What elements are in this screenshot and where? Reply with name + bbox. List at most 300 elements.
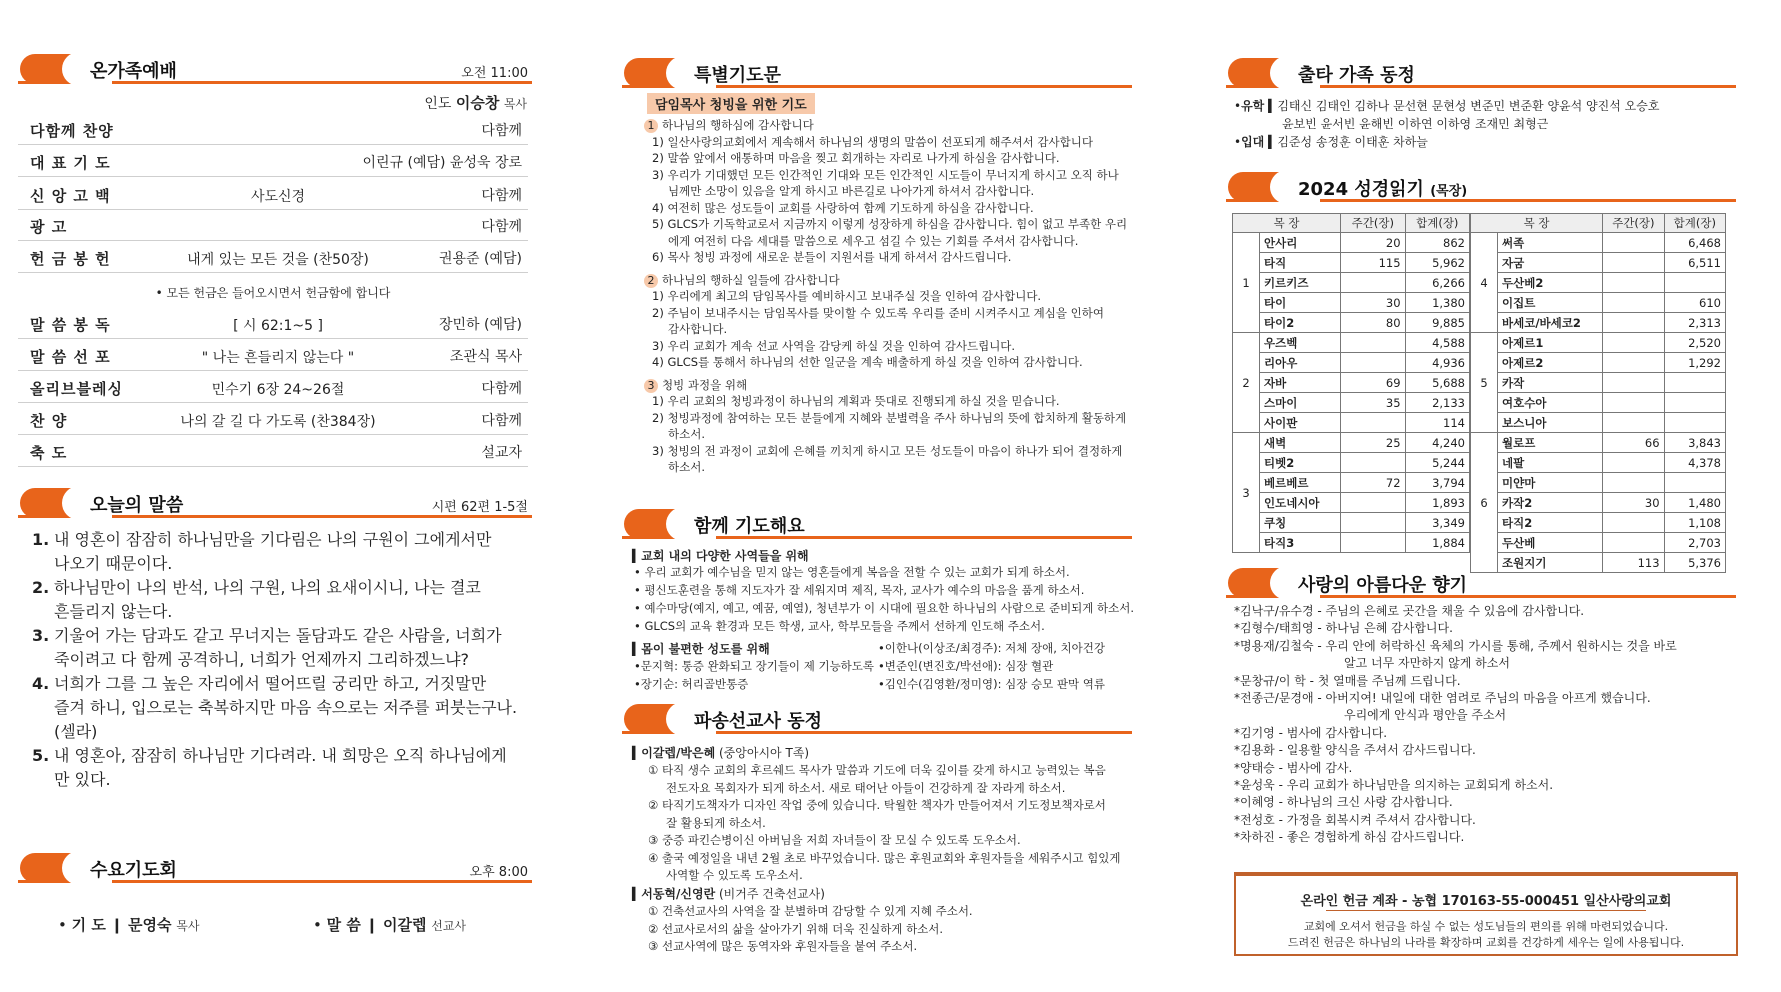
mission-line: 잘 활용되게 하소서. bbox=[666, 815, 766, 830]
cell-total: 3,843 bbox=[1664, 433, 1725, 453]
cell-total: 1,108 bbox=[1664, 513, 1725, 533]
table-row bbox=[1233, 333, 1470, 353]
family-army: •입대 ▍김준성 송정훈 이태훈 차하늘 bbox=[1234, 135, 1428, 149]
cell-total: 114 bbox=[1405, 413, 1469, 433]
verse-item bbox=[32, 576, 534, 624]
cell-week: 30 bbox=[1603, 493, 1664, 513]
prayer-line: 3) 우리가 기대했던 모든 인간적인 기대와 모든 인간적인 시도들이 무너지게 하시고 오직 하나 bbox=[652, 167, 1119, 182]
cell-total: 6,266 bbox=[1405, 273, 1469, 293]
table-header: 목 장 bbox=[1233, 214, 1341, 233]
love-header bbox=[1226, 566, 1736, 600]
prayer-line: 2) 청빙과정에 참여하는 모든 분들에게 지혜와 분별력을 주사 하나님의 뜻에 합치하게 활동하게 bbox=[652, 410, 1127, 425]
cell-name: 이집트 bbox=[1498, 293, 1603, 313]
cell-name: 바세코/바세코2 bbox=[1498, 313, 1603, 333]
worship-row-content: 내게 있는 모든 것을 (찬50장) bbox=[187, 252, 369, 268]
cell-total: 4,378 bbox=[1664, 453, 1725, 473]
together-item: • GLCS의 교육 환경과 모든 학생, 교사, 학부모들을 주께서 선하게 인도해 주소서. bbox=[634, 619, 1045, 633]
cell-week: 113 bbox=[1603, 553, 1664, 573]
love-line: *윤성욱 - 우리 교회가 하나님만을 의지하는 교회되게 하소서. bbox=[1234, 778, 1554, 792]
worship-row-label: 신 앙 고 백 bbox=[30, 187, 111, 205]
prayer-line: 1) 우리 교회의 청빙과정이 하나님의 계획과 뜻대로 진행되게 하실 것을 믿습니다. bbox=[652, 394, 1060, 408]
cell-name: 여호수아 bbox=[1498, 393, 1603, 413]
worship-row-label: 헌 금 봉 헌 bbox=[30, 250, 111, 268]
cell-name: 보스니아 bbox=[1498, 413, 1603, 433]
sick-item: •장기순: 허리골반통증 bbox=[634, 677, 749, 691]
cell-total: 1,893 bbox=[1405, 493, 1469, 513]
worship-row-person: 권용준 (예담) bbox=[439, 251, 522, 267]
cell-name: 자굼 bbox=[1498, 253, 1603, 273]
worship-row-person: 설교자 bbox=[481, 445, 522, 461]
cell-name: 인도네시아 bbox=[1260, 493, 1341, 513]
cell-week: 72 bbox=[1341, 473, 1405, 493]
group-number: 2 bbox=[1233, 333, 1260, 433]
love-line: *김기영 - 범사에 감사합니다. bbox=[1234, 725, 1388, 740]
cell-name: 네팔 bbox=[1498, 453, 1603, 473]
table-row bbox=[1471, 313, 1726, 333]
verse-line: 기울어 가는 담과도 같고 무너지는 돌담과도 같은 사람을, 너희가 bbox=[54, 626, 502, 645]
verse-line: 너희가 그를 그 높은 자리에서 떨어뜨릴 궁리만 하고, 거짓말만 bbox=[54, 674, 487, 693]
worship-row-person: 다함께 bbox=[481, 381, 522, 397]
family-study-2: 윤보빈 윤서빈 윤해빈 이하연 이하영 조재민 최형근 bbox=[1282, 117, 1549, 131]
sick-item: •이한나(이상조/최경주): 저체 장애, 치아건강 bbox=[878, 641, 1105, 655]
table-header: 목 장 bbox=[1471, 214, 1603, 233]
together-header bbox=[622, 507, 1132, 541]
mission-line: ① 건축선교사의 사역을 잘 분별하며 감당할 수 있게 지혜 주소서. bbox=[648, 904, 973, 918]
worship-row-label: 찬 양 bbox=[30, 412, 68, 430]
cell-week bbox=[1603, 393, 1664, 413]
cell-week: 35 bbox=[1341, 393, 1405, 413]
mission-line: ① 타직 생수 교회의 후르쉐드 목사가 말씀과 기도에 더욱 깊이를 갖게 하시고 능력있는 복음 bbox=[648, 763, 1106, 777]
worship-row-label: 다함께 찬양 bbox=[30, 122, 114, 140]
wed-prayer: • 기 도 ❙ 문영숙 목사 bbox=[58, 916, 200, 934]
mission-line: ② 타직기도책자가 디자인 작업 중에 있습니다. 탁월한 책자가 만들어져서 기도정보책자로서 bbox=[648, 798, 1106, 812]
love-line: *전성호 - 가정을 회복시켜 주셔서 감사합니다. bbox=[1234, 812, 1476, 827]
table-row bbox=[1471, 433, 1726, 453]
cell-total: 5,376 bbox=[1664, 553, 1725, 573]
verse-number: 2. bbox=[32, 578, 50, 597]
special-subtitle: 담임목사 청빙을 위한 기도 bbox=[647, 93, 815, 114]
cell-name: 조원지기 bbox=[1498, 553, 1603, 573]
love-line: *김용화 - 일용할 양식을 주셔서 감사드립니다. bbox=[1234, 743, 1476, 758]
missionary-1: ▍이갈렙/박은혜 (중앙아시아 T족) bbox=[632, 746, 810, 760]
special-title: 특별기도문 bbox=[694, 65, 781, 86]
verse-line: 하나님만이 나의 반석, 나의 구원, 나의 요새이시니, 나는 결코 bbox=[54, 578, 481, 597]
bible-table-right bbox=[1470, 213, 1726, 573]
table-header: 주간(장) bbox=[1603, 214, 1664, 233]
verse-item bbox=[32, 672, 534, 744]
cell-name: 써족 bbox=[1498, 233, 1603, 253]
prayer-line: 6) 목사 청빙 과정에 새로운 분들이 지원서를 내게 하셔서 감사드립니다. bbox=[652, 250, 1012, 264]
table-row bbox=[1471, 333, 1726, 353]
mission-line: ③ 선교사역에 많은 동역자와 후원자들을 붙여 주소서. bbox=[648, 939, 918, 953]
worship-row-person: 다함께 bbox=[481, 188, 522, 204]
cell-total bbox=[1664, 373, 1725, 393]
worship-row-person: 조관식 목사 bbox=[449, 349, 522, 365]
worship-time: 오전 11:00 bbox=[461, 66, 528, 81]
special-header bbox=[622, 56, 1132, 90]
worship-row-content: 민수기 6장 24~26절 bbox=[211, 382, 345, 398]
cell-name: 아제르2 bbox=[1498, 353, 1603, 373]
cell-total: 6,468 bbox=[1664, 233, 1725, 253]
cell-week bbox=[1603, 233, 1664, 253]
today-title: 오늘의 말씀 bbox=[90, 495, 184, 516]
prayer-line: 감사합니다. bbox=[668, 322, 728, 336]
online-offering-box bbox=[1234, 872, 1738, 956]
prayer-number: 3 bbox=[644, 379, 658, 393]
mission-line: 사역할 수 있도록 도우소서. bbox=[666, 868, 803, 882]
today-header bbox=[18, 486, 532, 520]
cell-week bbox=[1341, 493, 1405, 513]
worship-row-content: [ 시 62:1~5 ] bbox=[233, 318, 323, 334]
cell-name: 타직 bbox=[1260, 253, 1341, 273]
group-number: 5 bbox=[1471, 333, 1498, 433]
love-line: *전종근/문경애 - 아버지여! 내일에 대한 염려로 주님의 마음을 아프게 했습니다. bbox=[1234, 691, 1651, 705]
love-line: *김형수/태희영 - 하나님 은혜 감사합니다. bbox=[1234, 621, 1453, 636]
group-number: 4 bbox=[1471, 233, 1498, 333]
prayer-line: 1) 우리에게 최고의 담임목사를 예비하시고 보내주실 것을 인하여 감사합니다. bbox=[652, 289, 1042, 303]
cell-name: 자바 bbox=[1260, 373, 1341, 393]
verse-line: 내 영혼아, 잠잠히 하나님만 기다려라. 내 희망은 오직 하나님에게 bbox=[54, 746, 507, 765]
table-row bbox=[1471, 473, 1726, 493]
worship-row bbox=[18, 370, 528, 403]
cell-name: 카작 bbox=[1498, 373, 1603, 393]
verse-item bbox=[32, 528, 534, 576]
worship-row-label: 말 씀 봉 독 bbox=[30, 316, 111, 334]
missionary-2: ▍서동혁/신영란 (비거주 건축선교사) bbox=[632, 887, 825, 901]
table-header: 합계(장) bbox=[1405, 214, 1469, 233]
table-row bbox=[1471, 533, 1726, 553]
mission-line: ④ 출국 예정일을 내년 2월 초로 바꾸었습니다. 많은 후원교회와 후원자들을 세워주시고 힘있게 bbox=[648, 850, 1121, 865]
love-line: *명용재/김철숙 - 우리 안에 허락하신 육체의 가시를 통해, 주께서 원하시는 것을 바로 bbox=[1234, 638, 1677, 653]
worship-row-label: 대 표 기 도 bbox=[30, 154, 111, 172]
cell-name: 카작2 bbox=[1498, 493, 1603, 513]
cell-name: 두산베 bbox=[1498, 533, 1603, 553]
today-ref: 시편 62편 1-5절 bbox=[431, 500, 528, 515]
cell-name: 리아우 bbox=[1260, 353, 1341, 373]
cell-name: 우즈벡 bbox=[1260, 333, 1341, 353]
sick-item: •문지혁: 통증 완화되고 장기들이 제 기능하도록 bbox=[634, 659, 875, 673]
table-header-row bbox=[1471, 214, 1726, 233]
cell-name: 쿠칭 bbox=[1260, 513, 1341, 533]
online-line1: 교회에 오셔서 헌금을 하실 수 없는 성도님들의 편의를 위해 마련되었습니다. bbox=[1303, 920, 1669, 933]
table-row bbox=[1471, 253, 1726, 273]
cell-total bbox=[1664, 273, 1725, 293]
worship-row-content: 사도신경 bbox=[250, 189, 306, 205]
prayer-line: 님께만 소망이 있음을 알게 하시고 바른길로 나아가게 하셔서 감사합니다. bbox=[668, 184, 1035, 198]
offering-note: • 모든 헌금은 들어오시면서 헌금함에 합니다 bbox=[155, 286, 391, 300]
cell-name: 미얀마 bbox=[1498, 473, 1603, 493]
cell-week: 115 bbox=[1341, 253, 1405, 273]
cell-week bbox=[1341, 413, 1405, 433]
cell-total: 3,349 bbox=[1405, 513, 1469, 533]
online-divider bbox=[1326, 910, 1646, 911]
cell-total: 862 bbox=[1405, 233, 1469, 253]
cell-total: 1,292 bbox=[1664, 353, 1725, 373]
verse-number: 4. bbox=[32, 674, 50, 693]
together-item: • 평신도훈련을 통해 지도자가 잘 세워지며 제직, 목자, 교사가 예수의 마음을 품게 하소서. bbox=[634, 583, 1085, 597]
worship-row-person: 다함께 bbox=[481, 219, 522, 235]
table-row bbox=[1471, 413, 1726, 433]
wed-header bbox=[18, 851, 532, 885]
prayer-line: 에게 여전히 다음 세대를 말씀으로 세우고 섬길 수 있는 기회를 주셔서 감사합니다. bbox=[668, 233, 1079, 248]
worship-header bbox=[18, 52, 532, 86]
worship-row bbox=[18, 112, 528, 145]
cell-name: 타직2 bbox=[1498, 513, 1603, 533]
verse-item bbox=[32, 624, 534, 672]
wed-time: 오후 8:00 bbox=[469, 865, 528, 880]
bible-title: 2024 성경읽기 (목장) bbox=[1298, 179, 1468, 200]
worship-row bbox=[18, 177, 528, 210]
worship-row-content: " 나는 흔들리지 않는다 " bbox=[201, 350, 355, 366]
group-number: 3 bbox=[1233, 433, 1260, 553]
cell-week bbox=[1603, 413, 1664, 433]
table-row bbox=[1233, 313, 1470, 333]
prayer-line: 2) 말씀 앞에서 애통하며 마음을 찢고 회개하는 자리로 나가게 하심을 감사합니다. bbox=[652, 151, 1060, 165]
love-line: *이혜영 - 하나님의 크신 사랑 감사합니다. bbox=[1234, 795, 1453, 810]
table-row bbox=[1233, 353, 1470, 373]
sick-item: •변준인(변진호/박선애): 심장 혈관 bbox=[878, 659, 1054, 673]
wed-word: • 말 씀 ❙ 이갈렙 선교사 bbox=[313, 916, 467, 934]
verse-line: 즐겨 하니, 입으로는 축복하지만 마음 속으로는 저주를 퍼붓는구나. bbox=[54, 698, 518, 717]
cell-total: 5,962 bbox=[1405, 253, 1469, 273]
prayer-heading bbox=[644, 272, 840, 289]
cell-name: 타이2 bbox=[1260, 313, 1341, 333]
prayer-line: 하소서. bbox=[668, 460, 705, 474]
table-row bbox=[1471, 273, 1726, 293]
table-row bbox=[1233, 293, 1470, 313]
verse-line: 나오기 때문이다. bbox=[54, 554, 173, 573]
prayer-line: 2) 주님이 보내주시는 담임목사를 맞이할 수 있도록 우리를 준비 시켜주시고 계심을 인하여 bbox=[652, 305, 1104, 320]
cell-name: 스마이 bbox=[1260, 393, 1341, 413]
mission-line: ③ 중증 파킨슨병이신 아버님을 저희 자녀들이 잘 모실 수 있도록 도우소서. bbox=[648, 833, 1021, 847]
table-row bbox=[1233, 433, 1470, 453]
love-line: 우리에게 안식과 평안을 주소서 bbox=[1344, 708, 1507, 723]
together-item: • 예수마당(예지, 예고, 예꿈, 예열), 청년부가 이 시대에 필요한 하나님의 사람으로 준비되게 하소서. bbox=[634, 601, 1135, 615]
prayer-line: 4) GLCS를 통해서 하나님의 선한 일군을 계속 배출하게 하실 것을 인하여 감사합니다. bbox=[652, 355, 1083, 369]
cell-total: 5,688 bbox=[1405, 373, 1469, 393]
worship-row bbox=[18, 306, 528, 339]
verse-number: 1. bbox=[32, 530, 50, 549]
cell-week bbox=[1603, 533, 1664, 553]
online-line2: 드려진 헌금은 하나님의 나라를 확장하며 교회를 건강하게 세우는 일에 사용됩니다. bbox=[1287, 936, 1685, 949]
cell-name: 아제르1 bbox=[1498, 333, 1603, 353]
love-line: *양태승 - 범사에 감사. bbox=[1234, 760, 1353, 775]
cell-week bbox=[1341, 533, 1405, 553]
sick-item: •김인수(김영환/정미영): 심장 승모 판막 역류 bbox=[878, 677, 1105, 691]
bible-header bbox=[1226, 170, 1736, 204]
cell-total: 2,520 bbox=[1664, 333, 1725, 353]
worship-row bbox=[18, 338, 528, 371]
prayer-line: 3) 우리 교회가 계속 선교 사역을 감당케 하실 것을 인하여 감사드립니다. bbox=[652, 338, 1016, 353]
cell-total bbox=[1664, 473, 1725, 493]
table-row bbox=[1471, 233, 1726, 253]
worship-row bbox=[18, 144, 528, 177]
love-line: *차하진 - 좋은 경험하게 하심 감사드립니다. bbox=[1234, 830, 1465, 845]
bullet-icon: • bbox=[313, 916, 322, 934]
cell-week bbox=[1341, 273, 1405, 293]
cell-total: 1,480 bbox=[1664, 493, 1725, 513]
cell-week: 66 bbox=[1603, 433, 1664, 453]
cell-total bbox=[1664, 393, 1725, 413]
table-row bbox=[1233, 233, 1470, 253]
cell-name: 두산베2 bbox=[1498, 273, 1603, 293]
prayer-line: 하소서. bbox=[668, 427, 705, 441]
cell-total bbox=[1664, 413, 1725, 433]
verse-line: (셀라) bbox=[54, 722, 98, 741]
verse-line: 흔들리지 않는다. bbox=[54, 602, 173, 621]
worship-row bbox=[18, 402, 528, 435]
cell-total: 4,936 bbox=[1405, 353, 1469, 373]
prayer-heading bbox=[644, 117, 814, 134]
cell-name: 사이판 bbox=[1260, 413, 1341, 433]
worship-row-person: 다함께 bbox=[481, 123, 522, 139]
mission-header bbox=[622, 702, 1132, 736]
bullet-icon: • bbox=[58, 916, 67, 934]
family-study: •유학 ▍김태신 김태인 김하나 문선현 문현성 변준민 변준환 양윤석 양진석 오승호 bbox=[1234, 99, 1660, 113]
mission-title: 파송선교사 동정 bbox=[694, 711, 822, 732]
table-header-row bbox=[1233, 214, 1470, 233]
love-line: *김낙구/유수경 - 주님의 은혜로 곳간을 채울 수 있음에 감사합니다. bbox=[1234, 604, 1585, 618]
cell-total: 5,244 bbox=[1405, 453, 1469, 473]
cell-week bbox=[1603, 293, 1664, 313]
verse-number: 5. bbox=[32, 746, 50, 765]
cell-total: 610 bbox=[1664, 293, 1725, 313]
together-title: 함께 기도해요 bbox=[694, 516, 805, 537]
online-title: 온라인 헌금 계좌 - 농협 170163-55-000451 일산사랑의교회 bbox=[1300, 894, 1672, 909]
cell-total: 3,794 bbox=[1405, 473, 1469, 493]
cell-week bbox=[1603, 313, 1664, 333]
table-row bbox=[1233, 413, 1470, 433]
table-row bbox=[1471, 513, 1726, 533]
table-row bbox=[1233, 473, 1470, 493]
table-row bbox=[1471, 393, 1726, 413]
worship-row bbox=[18, 240, 528, 273]
group-number: 1 bbox=[1233, 233, 1260, 333]
cell-name: 키르키즈 bbox=[1260, 273, 1341, 293]
cell-total: 2,703 bbox=[1664, 533, 1725, 553]
table-header: 합계(장) bbox=[1664, 214, 1725, 233]
verse-line: 만 있다. bbox=[54, 770, 111, 789]
prayer-line: 1) 일산사랑의교회에서 계속해서 하나님의 생명의 말씀이 선포되게 해주셔서 감사합니다 bbox=[652, 134, 1093, 149]
cell-week: 69 bbox=[1341, 373, 1405, 393]
mission-line: ② 선교사로서의 삶을 살아가기 위해 더욱 진실하게 하소서. bbox=[648, 921, 944, 936]
table-row bbox=[1471, 453, 1726, 473]
table-row bbox=[1233, 373, 1470, 393]
cell-week bbox=[1603, 333, 1664, 353]
prayer-heading-text: 하나님의 행하실 일들에 감사합니다 bbox=[662, 272, 840, 287]
worship-row-label: 광 고 bbox=[30, 218, 68, 236]
table-row bbox=[1471, 373, 1726, 393]
prayer-line: 4) 여전히 많은 성도들이 교회를 사랑하여 함께 기도하게 하심을 감사합니다. bbox=[652, 200, 1034, 215]
cell-week bbox=[1603, 513, 1664, 533]
cell-total: 4,240 bbox=[1405, 433, 1469, 453]
cell-name: 타이 bbox=[1260, 293, 1341, 313]
prayer-line: 5) GLCS가 기독학교로서 지금까지 이렇게 성장하게 하심을 감사합니다. 힘이 없고 부족한 우리 bbox=[652, 217, 1128, 231]
cell-name: 티벳2 bbox=[1260, 453, 1341, 473]
cell-week bbox=[1603, 353, 1664, 373]
cell-week: 20 bbox=[1341, 233, 1405, 253]
cell-total: 1,884 bbox=[1405, 533, 1469, 553]
cell-name: 베르베르 bbox=[1260, 473, 1341, 493]
table-row bbox=[1471, 493, 1726, 513]
cell-total: 4,588 bbox=[1405, 333, 1469, 353]
cell-week bbox=[1603, 473, 1664, 493]
cell-week bbox=[1603, 273, 1664, 293]
table-header: 주간(장) bbox=[1341, 214, 1405, 233]
verse-number: 3. bbox=[32, 626, 50, 645]
verse-line: 내 영혼이 잠잠히 하나님만을 기다림은 나의 구원이 그에게서만 bbox=[54, 530, 492, 549]
prayer-heading-text: 청빙 과정을 위해 bbox=[662, 377, 748, 392]
mission-line: 전도자요 목회자가 되게 하소서. 새로 태어난 아들이 건강하게 잘 자라게 하소서. bbox=[666, 780, 1066, 795]
cell-week bbox=[1603, 453, 1664, 473]
worship-row bbox=[18, 208, 528, 241]
cell-name: 새벽 bbox=[1260, 433, 1341, 453]
cell-total: 6,511 bbox=[1664, 253, 1725, 273]
bible-table-left bbox=[1232, 213, 1470, 553]
cell-total: 2,133 bbox=[1405, 393, 1469, 413]
cell-week: 80 bbox=[1341, 313, 1405, 333]
cell-name: 월로프 bbox=[1498, 433, 1603, 453]
love-line: *문창규/이 학 - 첫 열매를 주님께 드립니다. bbox=[1234, 673, 1461, 688]
cell-total: 2,313 bbox=[1664, 313, 1725, 333]
table-row bbox=[1233, 493, 1470, 513]
cell-week: 30 bbox=[1341, 293, 1405, 313]
prayer-line: 3) 청빙의 전 과정이 교회에 은혜를 끼치게 하시고 모든 성도들이 마음이 하나가 되어 결정하게 bbox=[652, 443, 1123, 458]
worship-title: 온가족예배 bbox=[90, 61, 177, 82]
table-row bbox=[1233, 533, 1470, 553]
worship-row-label: 올리브블레싱 bbox=[30, 380, 123, 398]
table-row bbox=[1233, 513, 1470, 533]
together-item: • 우리 교회가 예수님을 믿지 않는 영혼들에게 복음을 전할 수 있는 교회가 되게 하소서. bbox=[634, 565, 1070, 579]
worship-row-label: 말 씀 선 포 bbox=[30, 348, 111, 366]
together-sub1: ▍교회 내의 다양한 사역들을 위해 bbox=[632, 549, 809, 563]
cell-week: 25 bbox=[1341, 433, 1405, 453]
prayer-number: 2 bbox=[644, 274, 658, 288]
wed-title: 수요기도회 bbox=[90, 860, 177, 881]
table-row bbox=[1233, 273, 1470, 293]
worship-row-person: 이린규 (예담) 윤성욱 장로 bbox=[362, 155, 522, 171]
worship-row-content: 나의 갈 길 다 가도록 (찬384장) bbox=[180, 414, 376, 430]
family-title: 출타 가족 동정 bbox=[1298, 65, 1415, 86]
worship-row-person: 장민하 (예담) bbox=[439, 317, 522, 333]
worship-leader: 인도 이승창 목사 bbox=[424, 94, 527, 112]
table-row bbox=[1233, 393, 1470, 413]
family-header bbox=[1226, 56, 1736, 90]
prayer-heading-text: 하나님의 행하심에 감사합니다 bbox=[662, 118, 814, 132]
table-row bbox=[1233, 253, 1470, 273]
cell-week bbox=[1341, 353, 1405, 373]
cell-week bbox=[1603, 253, 1664, 273]
cell-week bbox=[1341, 453, 1405, 473]
cell-total: 9,885 bbox=[1405, 313, 1469, 333]
verse-line: 죽이려고 다 함께 공격하니, 너희가 언제까지 그리하겠느냐? bbox=[54, 650, 470, 669]
worship-row-person: 다함께 bbox=[481, 413, 522, 429]
worship-row bbox=[18, 434, 528, 467]
together-sub2: ▍몸이 불편한 성도를 위해 bbox=[632, 642, 770, 656]
prayer-heading bbox=[644, 377, 747, 394]
group-number: 6 bbox=[1471, 433, 1498, 573]
table-row bbox=[1233, 453, 1470, 473]
love-line: 알고 너무 자만하지 않게 하소서 bbox=[1344, 656, 1510, 671]
worship-row-label: 축 도 bbox=[30, 444, 68, 462]
prayer-number: 1 bbox=[644, 119, 658, 133]
cell-name: 안사리 bbox=[1260, 233, 1341, 253]
cell-name: 타직3 bbox=[1260, 533, 1341, 553]
verse-item bbox=[32, 744, 534, 792]
love-title: 사랑의 아름다운 향기 bbox=[1298, 575, 1468, 596]
table-row bbox=[1471, 293, 1726, 313]
cell-week bbox=[1603, 373, 1664, 393]
